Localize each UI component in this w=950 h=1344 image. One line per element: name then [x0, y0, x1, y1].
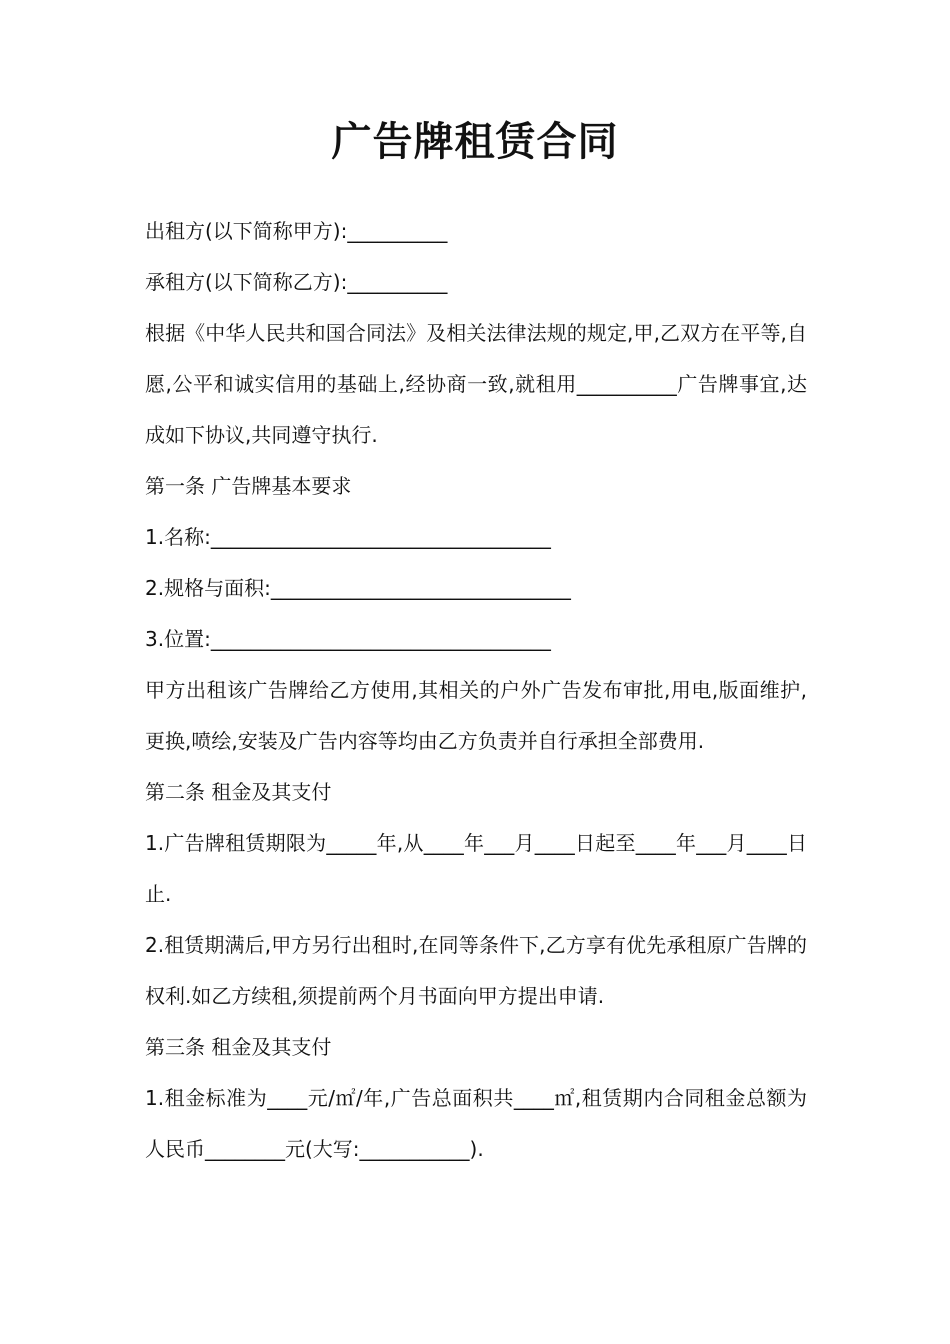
contract-line: 第一条 广告牌基本要求 [145, 474, 352, 498]
contract-line: 第三条 租金及其支付 [145, 1035, 332, 1059]
contract-line: 1.名称:__________________________________ [145, 525, 551, 549]
contract-paragraph: 1.广告牌租赁期限为_____年,从____年___月____日起至____年___月____日止. [145, 831, 807, 906]
contract-line: 第二条 租金及其支付 [145, 780, 332, 804]
contract-line: 3.位置:__________________________________ [145, 627, 551, 651]
contract-paragraph: 根据《中华人民共和国合同法》及相关法律法规的规定,甲,乙双方在平等,自愿,公平和诚实信用的基础上,经协商一致,就租用__________广告牌事宜,达成如下协议,共同遵守执行. [145, 321, 807, 447]
contract-paragraph: 甲方出租该广告牌给乙方使用,其相关的户外广告发布审批,用电,版面维护,更换,喷绘,安装及广告内容等均由乙方负责并自行承担全部费用. [145, 678, 807, 753]
contract-line: 承租方(以下简称乙方):__________ [145, 270, 448, 294]
document-body [145, 206, 807, 1175]
document-title: 广告牌租赁合同 [331, 119, 619, 165]
contract-line: 2.规格与面积:______________________________ [145, 576, 571, 600]
contract-paragraph: 2.租赁期满后,甲方另行出租时,在同等条件下,乙方享有优先承租原广告牌的权利.如乙方续租,须提前两个月书面向甲方提出申请. [145, 933, 807, 1008]
contract-line: 出租方(以下简称甲方):__________ [145, 219, 448, 243]
contract-paragraph: 1.租金标准为____元/㎡/年,广告总面积共____㎡,租赁期内合同租金总额为人民币________元(大写:___________). [145, 1086, 807, 1161]
